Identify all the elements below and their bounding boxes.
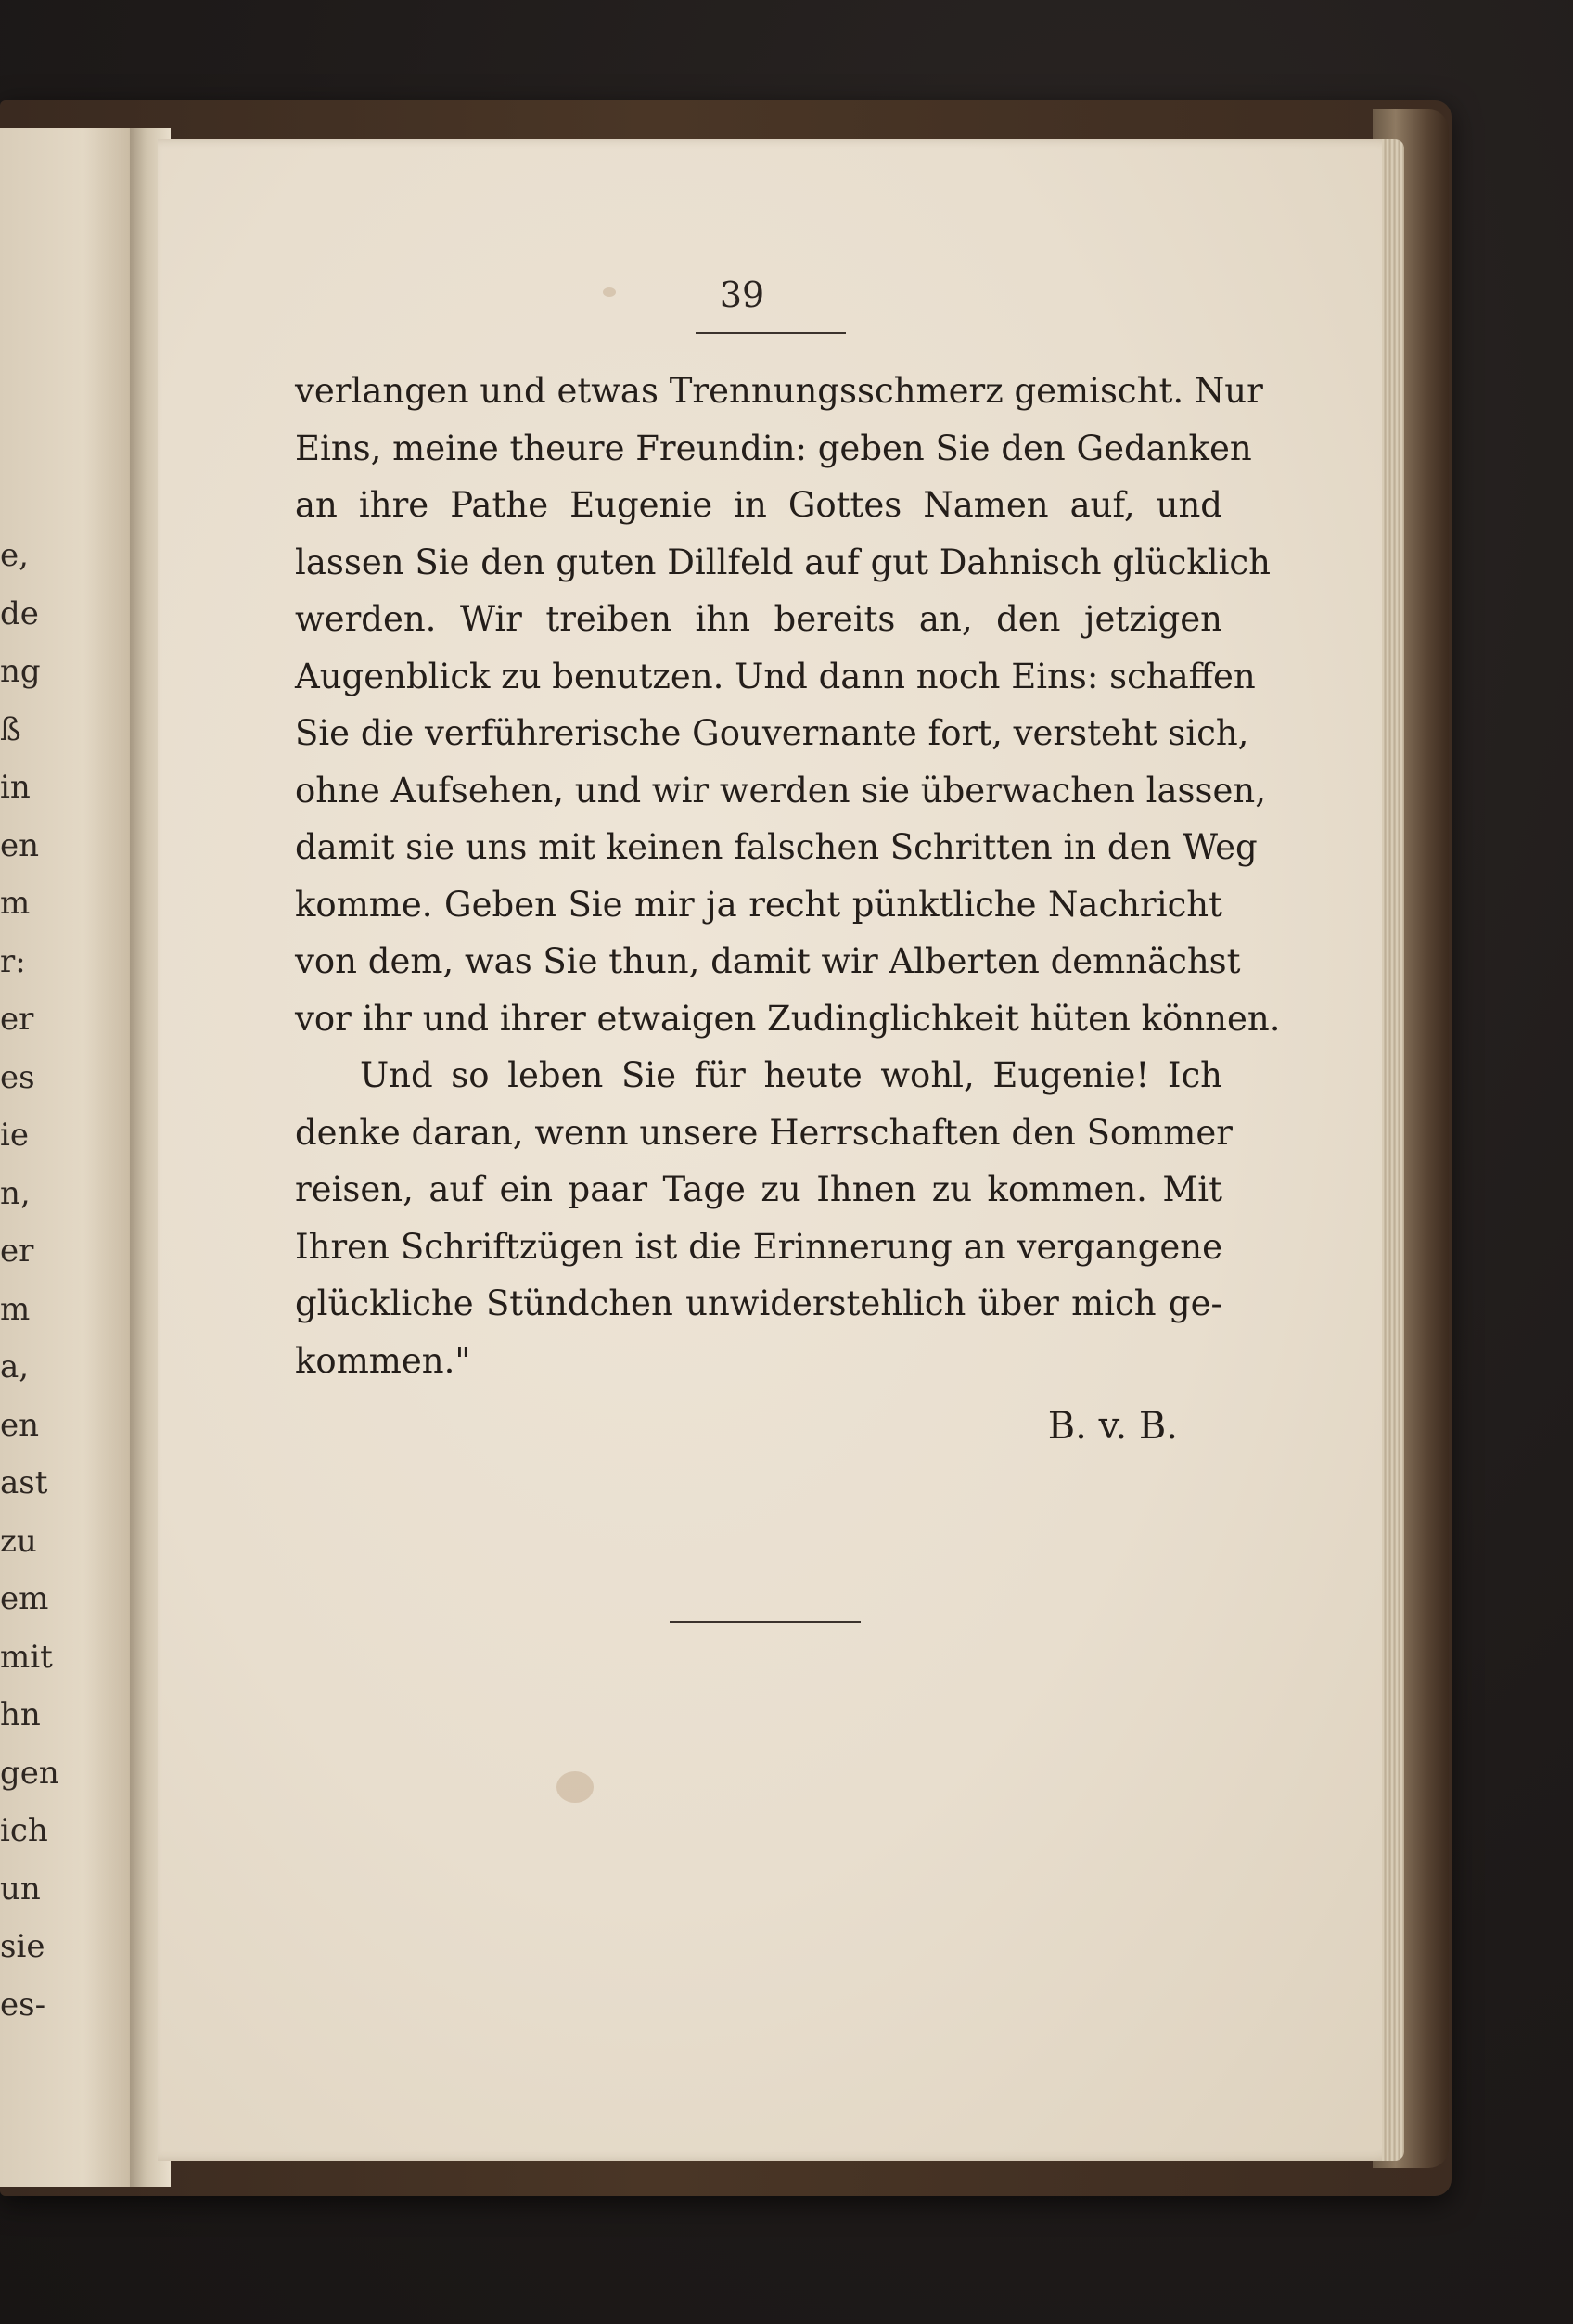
facing-page-fragment: in	[0, 769, 31, 806]
facing-page-fragment: de	[0, 594, 39, 632]
facing-page-fragment: es	[0, 1058, 35, 1096]
facing-page-fragment: es-	[0, 1986, 46, 2024]
paper-stain	[603, 287, 616, 297]
facing-page-fragment: hn	[0, 1696, 41, 1733]
text-line: von dem, was Sie thun, damit wir Alberten demnächst	[295, 941, 1241, 981]
facing-page-fragment: em	[0, 1580, 49, 1617]
facing-page-fragment: un	[0, 1870, 41, 1908]
facing-page-fragment: gen	[0, 1754, 59, 1792]
facing-page-fragment: ie	[0, 1117, 29, 1154]
facing-page-fragment: r:	[0, 942, 26, 980]
facing-page-fragment: zu	[0, 1522, 37, 1560]
facing-page-fragment: ng	[0, 653, 41, 690]
signature: B. v. B.	[1047, 1405, 1178, 1448]
text-line: kommen."	[295, 1340, 471, 1381]
header-rule	[696, 332, 846, 334]
text-line: Sie die verführerische Gouvernante fort, versteht sich,	[295, 713, 1249, 753]
text-line: werden. Wir treiben ihn bereits an, den jetzigen	[295, 599, 1222, 639]
facing-page-fragment: m	[0, 885, 31, 922]
text-line: Augenblick zu benutzen. Und dann noch Eins: schaffen	[295, 656, 1256, 696]
facing-page-fragment: ß	[0, 710, 21, 748]
facing-page-fragment: sie	[0, 1928, 45, 1965]
text-line: Ihren Schriftzügen ist die Erinnerung an vergangene	[295, 1226, 1222, 1267]
paper-stain	[556, 1771, 594, 1803]
facing-page-fragment: en	[0, 1406, 40, 1444]
text-line: vor ihr und ihrer etwaigen Zudinglichkeit hüten können.	[295, 998, 1281, 1039]
facing-page-fragment: en	[0, 826, 40, 864]
text-line: verlangen und etwas Trennungsschmerz gemischt. Nur	[295, 371, 1263, 411]
text-line: damit sie uns mit keinen falschen Schritten in den Weg	[295, 827, 1258, 867]
facing-page-text	[0, 527, 59, 2034]
facing-page-fragment: n,	[0, 1174, 31, 1212]
text-line: reisen, auf ein paar Tage zu Ihnen zu kommen. Mit	[295, 1169, 1222, 1209]
page-edges	[1382, 139, 1404, 2161]
facing-page-fragment: mit	[0, 1638, 53, 1676]
facing-page-fragment: ich	[0, 1812, 48, 1849]
facing-page-fragment: er	[0, 1001, 34, 1038]
text-line: an ihre Pathe Eugenie in Gottes Namen auf, und	[295, 485, 1222, 525]
text-line: glückliche Stündchen unwiderstehlich über mich ge-	[295, 1283, 1222, 1323]
text-line: denke daran, wenn unsere Herrschaften den Sommer	[295, 1112, 1233, 1153]
facing-page-fragment: er	[0, 1232, 34, 1270]
facing-page-fragment: a,	[0, 1348, 30, 1385]
text-line: komme. Geben Sie mir ja recht pünktliche Nachricht	[295, 884, 1222, 925]
text-line: Und so leben Sie für heute wohl, Eugenie! Ich	[360, 1055, 1222, 1095]
facing-page	[0, 128, 139, 2187]
text-line: lassen Sie den guten Dillfeld auf gut Dahnisch glücklich	[295, 542, 1271, 582]
text-line: ohne Aufsehen, und wir werden sie überwachen lassen,	[295, 770, 1266, 811]
facing-page-fragment: e,	[0, 537, 29, 574]
page-number: 39	[719, 275, 765, 315]
facing-page-fragment: ast	[0, 1464, 48, 1501]
end-rule	[670, 1621, 861, 1623]
facing-page-fragment: m	[0, 1290, 31, 1328]
text-line: Eins, meine theure Freundin: geben Sie den Gedanken	[295, 428, 1252, 468]
